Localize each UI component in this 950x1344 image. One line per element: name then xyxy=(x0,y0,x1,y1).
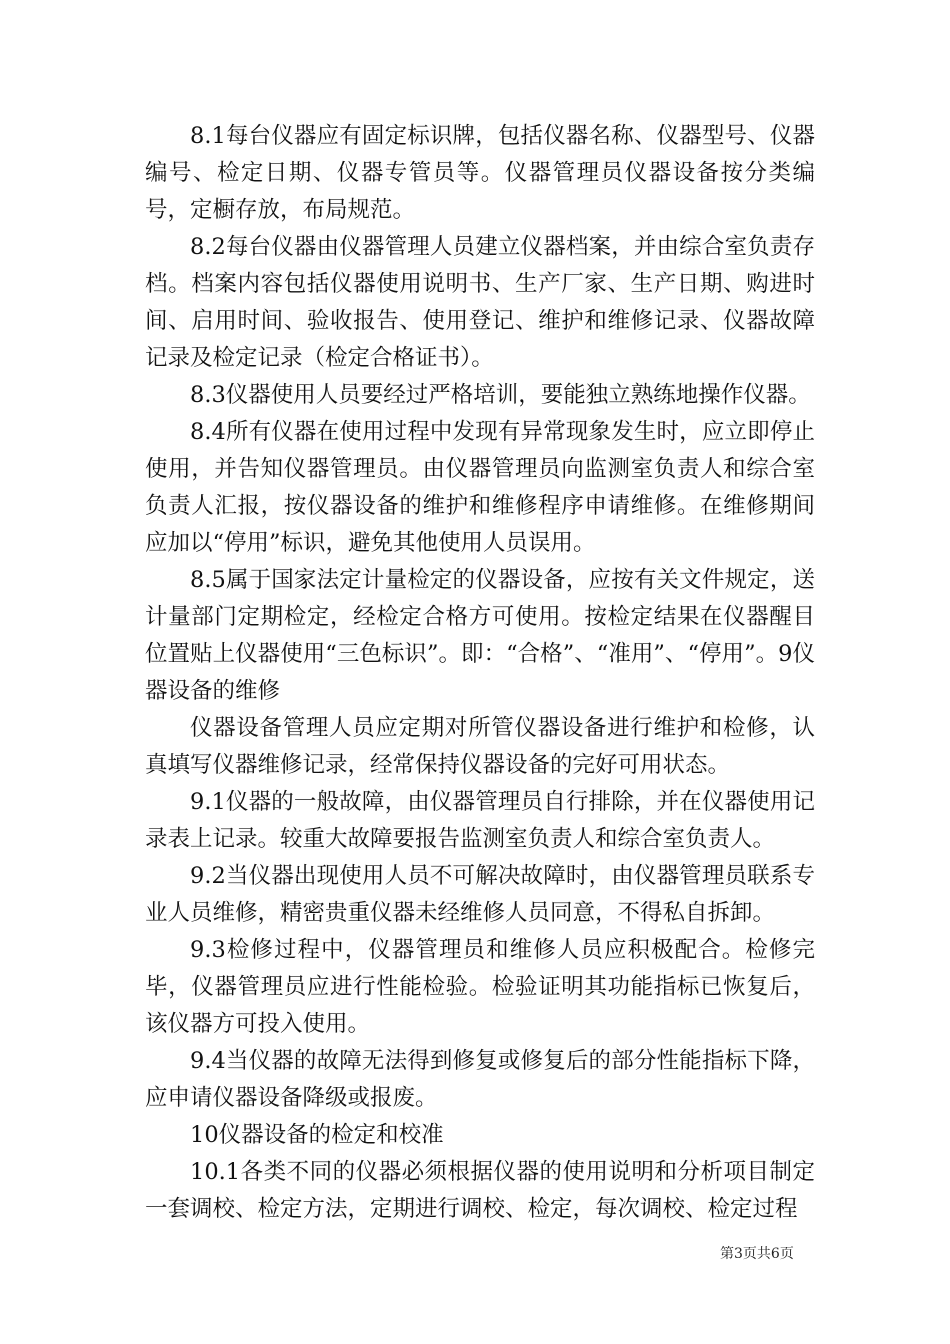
document-body xyxy=(145,118,815,1228)
paragraph-9-2: 9.2当仪器出现使用人员不可解决故障时，由仪器管理员联系专业人员维修，精密贵重仪器未经维修人员同意，不得私自拆卸。 xyxy=(145,863,815,926)
section-heading-10: 10仪器设备的检定和校准 xyxy=(190,1122,444,1148)
page-number-footer: 第3页共6页 xyxy=(720,1246,794,1262)
paragraph-8-5: 8.5属于国家法定计量检定的仪器设备，应按有关文件规定，送计量部门定期检定，经检定合格方可使用。按检定结果在仪器醒目位置贴上仪器使用“三色标识”。即：“合格”、“准用”、“停用”。9仪器设备的维修 xyxy=(145,567,815,704)
paragraph-8-3: 8.3仪器使用人员要经过严格培训，要能独立熟练地操作仪器。 xyxy=(190,382,811,408)
paragraph-8-1: 8.1每台仪器应有固定标识牌，包括仪器名称、仪器型号、仪器编号、检定日期、仪器专管员等。仪器管理员仪器设备按分类编号，定橱存放，布局规范。 xyxy=(145,123,815,223)
paragraph-10-1: 10.1各类不同的仪器必须根据仪器的使用说明和分析项目制定一套调校、检定方法，定期进行调校、检定，每次调校、检定过程 xyxy=(145,1159,815,1222)
paragraph-9-3: 9.3检修过程中，仪器管理员和维修人员应积极配合。检修完毕，仪器管理员应进行性能检验。检验证明其功能指标已恢复后，该仪器方可投入使用。 xyxy=(145,937,815,1037)
paragraph-9-intro: 仪器设备管理人员应定期对所管仪器设备进行维护和检修，认真填写仪器维修记录，经常保持仪器设备的完好可用状态。 xyxy=(145,715,815,778)
paragraph-8-4: 8.4所有仪器在使用过程中发现有异常现象发生时，应立即停止使用，并告知仪器管理员。由仪器管理员向监测室负责人和综合室负责人汇报，按仪器设备的维护和维修程序申请维修。在维修期间应加以“停用”标识，避免其他使用人员误用。 xyxy=(145,419,815,556)
paragraph-9-1: 9.1仪器的一般故障，由仪器管理员自行排除，并在仪器使用记录表上记录。较重大故障要报告监测室负责人和综合室负责人。 xyxy=(145,789,815,852)
paragraph-8-2: 8.2每台仪器由仪器管理人员建立仪器档案，并由综合室负责存档。档案内容包括仪器使用说明书、生产厂家、生产日期、购进时间、启用时间、验收报告、使用登记、维护和维修记录、仪器故障记录及检定记录（检定合格证书）。 xyxy=(145,234,815,371)
paragraph-9-4: 9.4当仪器的故障无法得到修复或修复后的部分性能指标下降，应申请仪器设备降级或报废。 xyxy=(145,1048,815,1111)
